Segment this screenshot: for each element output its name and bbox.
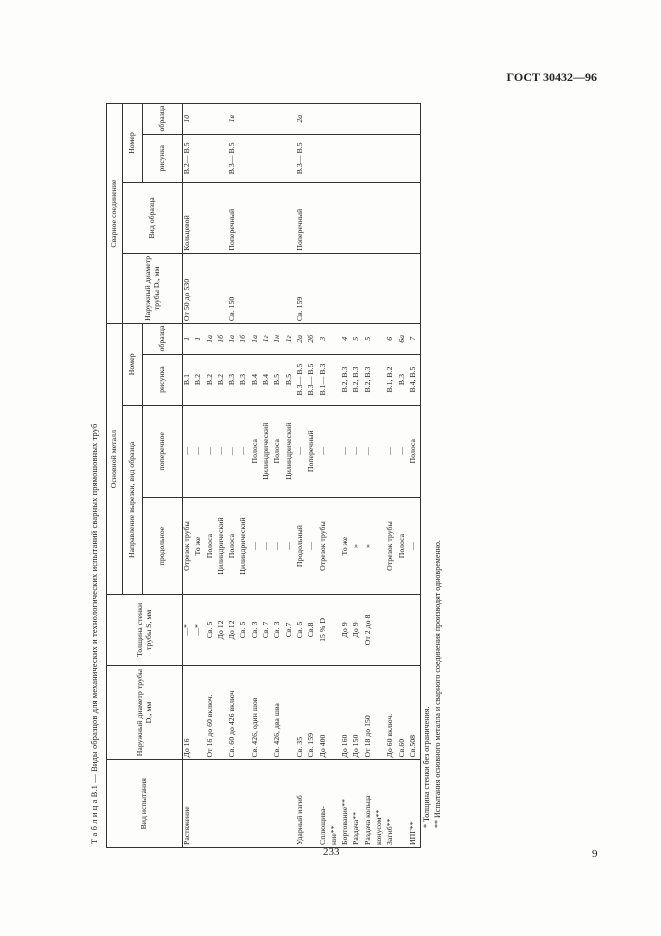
cell-wf xyxy=(352,134,363,183)
header-weld: Сварное соединение xyxy=(107,104,123,324)
cell-smp: 5 xyxy=(352,324,363,354)
cell-type xyxy=(273,760,284,848)
cell-smp: 7 xyxy=(409,324,421,354)
cell-tra: — xyxy=(352,405,363,497)
cell-dia: Св. 159 xyxy=(307,665,318,760)
cell-wk xyxy=(386,183,397,254)
cell-type: ИПГ** xyxy=(409,760,421,848)
cell-wd xyxy=(307,253,318,324)
cell-lon: — xyxy=(285,497,296,594)
cell-type: Ударный изгиб xyxy=(296,760,307,848)
cell-tra: Полоса xyxy=(409,405,421,497)
cell-smp: 1 xyxy=(194,324,205,354)
cell-fig: В.2, В.3 xyxy=(364,354,375,405)
table-row xyxy=(386,104,397,848)
rotated-table-page xyxy=(90,100,468,848)
cell-dia: До 16 xyxy=(183,665,195,760)
cell-wk xyxy=(364,183,375,254)
cell-wk xyxy=(251,183,262,254)
cell-dia: До 60 включ. xyxy=(386,665,397,760)
cell-wd: От 50 до 530 xyxy=(183,253,195,324)
cell-lon: — xyxy=(307,497,318,594)
cell-smp: 1г xyxy=(262,324,273,354)
cell-wf xyxy=(206,134,217,183)
cell-dia: Св. 35 xyxy=(296,665,307,760)
cell-wd xyxy=(364,253,375,324)
cell-ws xyxy=(307,104,318,135)
cell-type: Сплющива- xyxy=(319,760,330,848)
cell-fig: В.1— В.3 xyxy=(319,354,330,405)
cell-wf xyxy=(319,134,330,183)
cell-wd: Св. 159 xyxy=(296,253,307,324)
cell-wf: В.2— В.5 xyxy=(183,134,195,183)
cell-wf xyxy=(341,134,352,183)
cell-wf xyxy=(273,134,284,183)
table-row xyxy=(194,104,205,848)
cell-thk: До 12 xyxy=(228,595,239,666)
cell-lon: — xyxy=(409,497,421,594)
cell-fig: В.4, В.5 xyxy=(409,354,421,405)
cell-ws xyxy=(319,104,330,135)
cell-thk: От 2 до 8 xyxy=(364,595,375,666)
cell-wk xyxy=(330,183,341,254)
cell-thk: До 9 xyxy=(352,595,363,666)
cell-wf xyxy=(251,134,262,183)
cell-wf xyxy=(364,134,375,183)
cell-wf xyxy=(386,134,397,183)
cell-tra: — xyxy=(194,405,205,497)
cell-thk: —* xyxy=(194,595,205,666)
cell-dia: От 16 до 60 включ. xyxy=(206,665,217,760)
page-number-left: 233 xyxy=(323,846,340,858)
header-type: Вид испытания xyxy=(107,760,183,848)
cell-dia: От 18 до 150 xyxy=(364,665,375,760)
header-sample-2: образца xyxy=(143,104,183,135)
cell-dia: Св.508 xyxy=(409,665,421,760)
cell-fig: В.5 xyxy=(285,354,296,405)
table-caption: Т а б л и ц а В.1 — Виды образцов для механических и технологических испытаний сварных прямошовных труб xyxy=(89,423,99,844)
cell-dia: До 150 xyxy=(352,665,363,760)
cell-wf xyxy=(262,134,273,183)
cell-wf xyxy=(409,134,421,183)
cell-lon: » xyxy=(364,497,375,594)
cell-dia: Св. 60 до 426 включ xyxy=(228,665,239,760)
header-thickness: Толщина стенки трубы S, мм xyxy=(107,595,183,666)
cell-smp: 1б xyxy=(217,324,228,354)
table-row xyxy=(273,104,284,848)
cell-tra: Полоса xyxy=(251,405,262,497)
header-longitudinal: продольное xyxy=(143,497,183,594)
cell-fig: В.4 xyxy=(262,354,273,405)
cell-lon: Отрезок трубы xyxy=(183,497,195,594)
cell-wf xyxy=(398,134,409,183)
cell-lon: Отрезок трубы xyxy=(386,497,397,594)
cell-smp: 1г xyxy=(285,324,296,354)
cell-type xyxy=(228,760,239,848)
note-2: ** Испытания основного металла и сварного соединения производят одновременно. xyxy=(433,540,442,828)
cell-lon: Полоса xyxy=(398,497,409,594)
header-number: Номер xyxy=(123,324,143,405)
table-row xyxy=(364,104,375,848)
cell-thk: Св. 3 xyxy=(273,595,284,666)
cell-tra: — xyxy=(239,405,250,497)
cell-smp: 2б xyxy=(307,324,318,354)
page-number-right: 9 xyxy=(592,848,598,860)
cell-thk: Св. 5 xyxy=(206,595,217,666)
cell-ws xyxy=(330,104,341,135)
cell-ws xyxy=(206,104,217,135)
cell-wd xyxy=(319,253,330,324)
cell-thk: Св. 5 xyxy=(296,595,307,666)
cell-wd xyxy=(206,253,217,324)
cell-ws xyxy=(341,104,352,135)
cell-thk xyxy=(386,595,397,666)
cell-wk xyxy=(307,183,318,254)
cell-ws xyxy=(194,104,205,135)
cell-tra: — xyxy=(398,405,409,497)
cell-wk xyxy=(262,183,273,254)
cell-ws xyxy=(251,104,262,135)
cell-tra: — xyxy=(217,405,228,497)
cell-wd xyxy=(194,253,205,324)
cell-wd xyxy=(330,253,341,324)
cell-wk xyxy=(194,183,205,254)
cell-tra: — xyxy=(228,405,239,497)
cell-fig: В.2 xyxy=(217,354,228,405)
cell-type xyxy=(251,760,262,848)
cell-lon: — xyxy=(273,497,284,594)
cell-ws: 10 xyxy=(183,104,195,135)
table-notes xyxy=(422,128,444,828)
cell-wf xyxy=(239,134,250,183)
cell-smp: 1 xyxy=(183,324,195,354)
cell-type xyxy=(262,760,273,848)
cell-dia: Св.60 xyxy=(398,665,409,760)
cell-thk: 15 % D xyxy=(319,595,330,666)
cell-wd xyxy=(341,253,352,324)
cell-wd xyxy=(352,253,363,324)
cell-tra: Цилиндрический xyxy=(285,405,296,497)
cell-ws xyxy=(352,104,363,135)
cell-smp: 6а xyxy=(398,324,409,354)
cell-thk: До 9 xyxy=(341,595,352,666)
cell-wd xyxy=(251,253,262,324)
header-weld-kind: Вид образца xyxy=(123,183,183,254)
cell-lon: — xyxy=(251,497,262,594)
cell-wd xyxy=(239,253,250,324)
cell-tra: Цилиндрический xyxy=(262,405,273,497)
header-number-2: Номер xyxy=(123,104,143,183)
cell-ws xyxy=(262,104,273,135)
cell-wd: Св. 150 xyxy=(228,253,239,324)
cell-wf xyxy=(194,134,205,183)
cell-ws xyxy=(239,104,250,135)
cell-fig: В.1 xyxy=(183,354,195,405)
cell-lon: Продольный xyxy=(296,497,307,594)
cell-wk: Кольцевой xyxy=(183,183,195,254)
cell-wf: В.3— В.5 xyxy=(228,134,239,183)
cell-dia: До 160 xyxy=(341,665,352,760)
header-weld-diameter: Наружный диаметр трубы Dₒ, мм xyxy=(123,253,183,324)
cell-fig: В.2, В.3 xyxy=(341,354,352,405)
cell-type xyxy=(194,760,205,848)
table-row xyxy=(307,104,318,848)
table-row xyxy=(206,104,217,848)
cell-ws xyxy=(364,104,375,135)
cell-type: ние** xyxy=(330,760,341,848)
cell-tra: — xyxy=(364,405,375,497)
cell-type: Раздача** xyxy=(352,760,363,848)
samples-table xyxy=(106,103,421,848)
cell-fig: В.2 xyxy=(194,354,205,405)
cell-wf xyxy=(330,134,341,183)
cell-lon: Полоса xyxy=(228,497,239,594)
cell-dia xyxy=(194,665,205,760)
cell-wk xyxy=(375,183,386,254)
cell-fig: В.2 xyxy=(206,354,217,405)
cell-tra: Поперечный xyxy=(307,405,318,497)
cell-tra: — xyxy=(341,405,352,497)
cell-wd xyxy=(262,253,273,324)
header-base-metal: Основной металл xyxy=(107,324,123,595)
cell-tra: Полоса xyxy=(273,405,284,497)
cell-fig: В.4 xyxy=(251,354,262,405)
cell-fig: В.5 xyxy=(273,354,284,405)
cell-fig: В.1, В.2 xyxy=(386,354,397,405)
cell-wd xyxy=(398,253,409,324)
cell-wk xyxy=(319,183,330,254)
cell-lon: » xyxy=(352,497,363,594)
cell-wk xyxy=(398,183,409,254)
cell-type xyxy=(206,760,217,848)
cell-tra: — xyxy=(319,405,330,497)
cell-dia: Св. 426, два шва xyxy=(273,665,284,760)
table-row xyxy=(228,104,239,848)
cell-smp: 4 xyxy=(341,324,352,354)
cell-type: Раздача кольца xyxy=(364,760,375,848)
standard-number: ГОСТ 30432—96 xyxy=(506,70,597,84)
cell-wk xyxy=(273,183,284,254)
cell-wd xyxy=(386,253,397,324)
table-row xyxy=(319,104,330,848)
cell-smp: 5 xyxy=(364,324,375,354)
cell-ws xyxy=(375,104,386,135)
cell-lon: Полоса xyxy=(206,497,217,594)
note-1: * Толщина стенки без ограничения. xyxy=(422,706,431,828)
cell-ws: 2а xyxy=(296,104,307,135)
cell-thk: Св. 3 xyxy=(251,595,262,666)
cell-smp: 6 xyxy=(386,324,397,354)
cell-smp: 1б xyxy=(239,324,250,354)
cell-smp: 2а xyxy=(296,324,307,354)
cell-ws xyxy=(386,104,397,135)
cell-wk xyxy=(352,183,363,254)
cell-wf: В.3— В.5 xyxy=(296,134,307,183)
header-figure-2: рисунка xyxy=(143,134,183,183)
cell-lon: То же xyxy=(194,497,205,594)
cell-fig: В.3— В.5 xyxy=(296,354,307,405)
cell-thk: Св.7 xyxy=(285,595,296,666)
cell-thk: До 12 xyxy=(217,595,228,666)
cell-lon: — xyxy=(262,497,273,594)
cell-wd xyxy=(375,253,386,324)
cell-type xyxy=(307,760,318,848)
cell-thk: Св.8 xyxy=(307,595,318,666)
cell-wk: Поперечный xyxy=(228,183,239,254)
cell-wk xyxy=(341,183,352,254)
cell-thk xyxy=(398,595,409,666)
cell-lon: Цилиндрический xyxy=(217,497,228,594)
cell-tra: — xyxy=(206,405,217,497)
cell-fig: В.3 xyxy=(239,354,250,405)
cell-fig: В.3— В.5 xyxy=(307,354,318,405)
cell-ws xyxy=(409,104,421,135)
cell-wf xyxy=(375,134,386,183)
cell-fig: В.3 xyxy=(398,354,409,405)
header-diameter: Наружный диаметр трубы Dₒ, мм xyxy=(107,665,183,760)
cell-thk: Св. 7 xyxy=(262,595,273,666)
cell-type: конусом** xyxy=(375,760,386,848)
cell-smp: 3 xyxy=(319,324,330,354)
cell-tra: — xyxy=(296,405,307,497)
cell-smp: 1а xyxy=(228,324,239,354)
cell-dia: Св. 426, один шов xyxy=(251,665,262,760)
cell-lon: То же xyxy=(341,497,352,594)
cell-ws: 1в xyxy=(228,104,239,135)
cell-wk xyxy=(239,183,250,254)
cell-thk: Св. 5 xyxy=(239,595,250,666)
cell-wd xyxy=(409,253,421,324)
header-transverse: поперечное xyxy=(143,405,183,497)
header-sample: образца xyxy=(143,324,183,354)
cell-wk xyxy=(409,183,421,254)
cell-fig: В.2, В.3 xyxy=(352,354,363,405)
cell-ws xyxy=(273,104,284,135)
cell-wk xyxy=(206,183,217,254)
cell-type: Растяжение xyxy=(183,760,195,848)
cell-tra: — xyxy=(386,405,397,497)
cell-ws xyxy=(398,104,409,135)
cell-type xyxy=(217,760,228,848)
cell-tra: — xyxy=(183,405,195,497)
cell-lon: Цилиндрический xyxy=(239,497,250,594)
cell-fig: В.3 xyxy=(228,354,239,405)
cell-type: Загиб** xyxy=(386,760,397,848)
table-row xyxy=(409,104,421,848)
cell-smp: 1н xyxy=(273,324,284,354)
cell-wk: Поперечный xyxy=(296,183,307,254)
cell-thk xyxy=(409,595,421,666)
header-figure: рисунка xyxy=(143,354,183,405)
cell-thk xyxy=(375,595,386,666)
cell-wd xyxy=(273,253,284,324)
cell-dia: До 400 xyxy=(319,665,330,760)
cell-wf xyxy=(307,134,318,183)
cell-type: Бортование** xyxy=(341,760,352,848)
cell-type xyxy=(239,760,250,848)
cell-lon: Отрезок трубы xyxy=(319,497,330,594)
header-direction: Направление вырезки, вид образца xyxy=(123,405,143,595)
cell-smp: 1а xyxy=(206,324,217,354)
cell-thk: —* xyxy=(183,595,195,666)
cell-smp: 1а xyxy=(251,324,262,354)
table-row xyxy=(183,104,195,848)
